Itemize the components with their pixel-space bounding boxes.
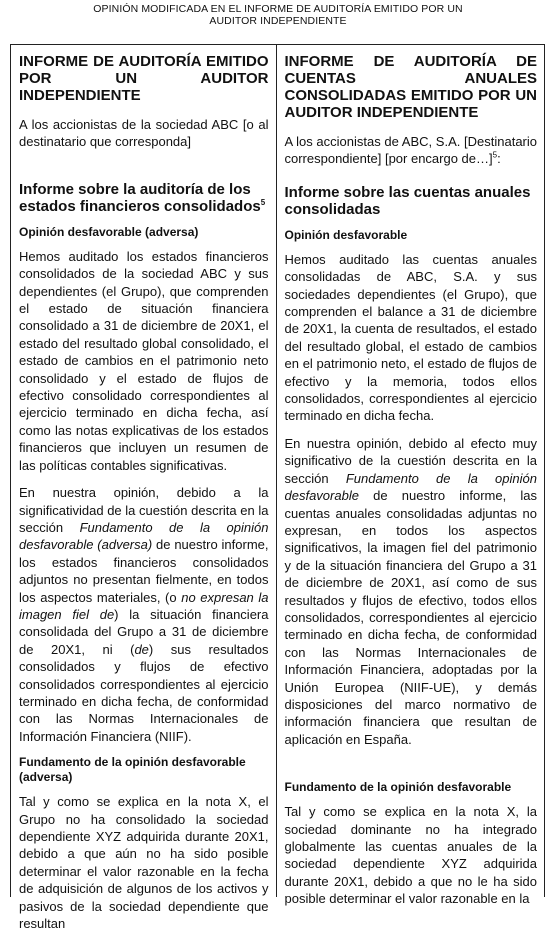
comparison-table (10, 44, 545, 932)
left-addressee: A los accionistas de la sociedad ABC [o al destinatario que corresponda] (19, 117, 269, 150)
left-section-title: Informe sobre la auditoría de los estados financieros consolidados$^5$ (19, 180, 266, 215)
right-report-title: INFORME DE AUDITORÍA DE CUENTAS ANUALES CONSOLIDADAS EMITIDO POR UN AUDITOR INDEPENDIENTE (284, 53, 537, 121)
left-basis-heading: Fundamento de la opinión desfavorable (adversa) (19, 755, 246, 785)
left-opinion-paragraph: En nuestra opinión, debido a la significatividad de la cuestión descrita en la sección Fundamento de la opinión desfavorable (adversa) de nuestro informe, los estados financieros consolidados adjuntos no presentan fielmente, en todos los aspectos materiales, (o no expresan la imagen fiel de) la situación financiera consolidada del Grupo a 31 de diciembre de 20X1, ni (de) sus resultados consolidados y flujos de efectivo consolidados correspondientes al ejercicio terminado en dicha fecha, de conformidad con las Normas Internacionales de Información Financiera (NIIF). (19, 485, 269, 744)
footnote-ref: 5 (260, 197, 266, 207)
header-line-1: OPINIÓN MODIFICADA EN EL INFORME DE AUDITORÍA EMITIDO POR UN (93, 3, 463, 15)
left-basis-paragraph: Tal y como se explica en la nota X, el Grupo no ha consolidado la sociedad dependiente XYZ adquirida durante 20X1, debido a que aún no ha sido posible determinar el valor razonable en la fecha de adquisición de algunos de los activos y pasivos de la sociedad dependiente que resultan (19, 794, 269, 932)
right-scope-paragraph: Hemos auditado las cuentas anuales consolidadas de ABC, S.A. y sus sociedades dependientes (el Grupo), que comprenden el balance a 31 de diciembre de 20X1, la cuenta de resultados, el estado del resultado global, el estado de cambios en el patrimonio neto, el estado de flujos de efectivo y la memoria, todos ellos consolidados, correspondientes al ejercicio terminado en dicha fecha. (284, 251, 537, 424)
right-basis-heading: Fundamento de la opinión desfavorable (284, 780, 512, 795)
left-column (11, 45, 277, 932)
right-opinion-heading: Opinión desfavorable (284, 227, 408, 242)
header-line-2: AUDITOR INDEPENDIENTE (209, 15, 347, 27)
right-opinion-paragraph: En nuestra opinión, debido al efecto muy significativo de la cuestión descrita en la sección Fundamento de la opinión desfavorable de nuestro informe, las cuentas anuales consolidadas adjuntas no expresan, en todos los aspectos significativos, la imagen fiel del patrimonio y de la situación financiera del Grupo a 31 de diciembre de 20X1, así como de sus resultados y flujos de efectivo, todos ellos consolidados, correspondientes al ejercicio terminado en dicha fecha, de conformidad con las Normas Internacionales de Información Financiera, adoptadas por la Unión Europea (NIIF-UE), y demás disposiciones del marco normativo de información financiera que resultan de aplicación en España. (284, 435, 537, 747)
page-header (0, 0, 556, 29)
footnote-ref: 5 (492, 151, 498, 161)
left-opinion-heading: Opinión desfavorable (adversa) (19, 224, 199, 239)
left-scope-paragraph: Hemos auditado los estados financieros consolidados de la sociedad ABC y sus dependientes (el Grupo), que comprenden el estado de situación financiera consolidado a 31 de diciembre de 20X1, el estado del resultado global consolidado, el estado de cambios en el patrimonio neto consolidado y el estado de flujos de efectivo consolidado correspondientes al ejercicio terminado en dicha fecha, así como las notas explicativas de los estados financieros que incluyen un resumen de las políticas contables significativas. (19, 248, 269, 473)
right-addressee: A los accionistas de ABC, S.A. [Destinatario correspondiente] [por encargo de…]$^5$: (284, 134, 537, 167)
left-report-title: INFORME DE AUDITORÍA EMITIDO POR UN AUDITOR INDEPENDIENTE (19, 53, 269, 104)
right-section-title: Informe sobre las cuentas anuales consolidadas (284, 183, 531, 218)
right-basis-paragraph: Tal y como se explica en la nota X, la sociedad dominante no ha integrado globalmente las cuentas anuales de la sociedad dependiente XYZ adquirida durante 20X1, debido a que no le ha sido posible determinar el valor razonable en la (284, 804, 537, 907)
right-column (277, 45, 545, 907)
